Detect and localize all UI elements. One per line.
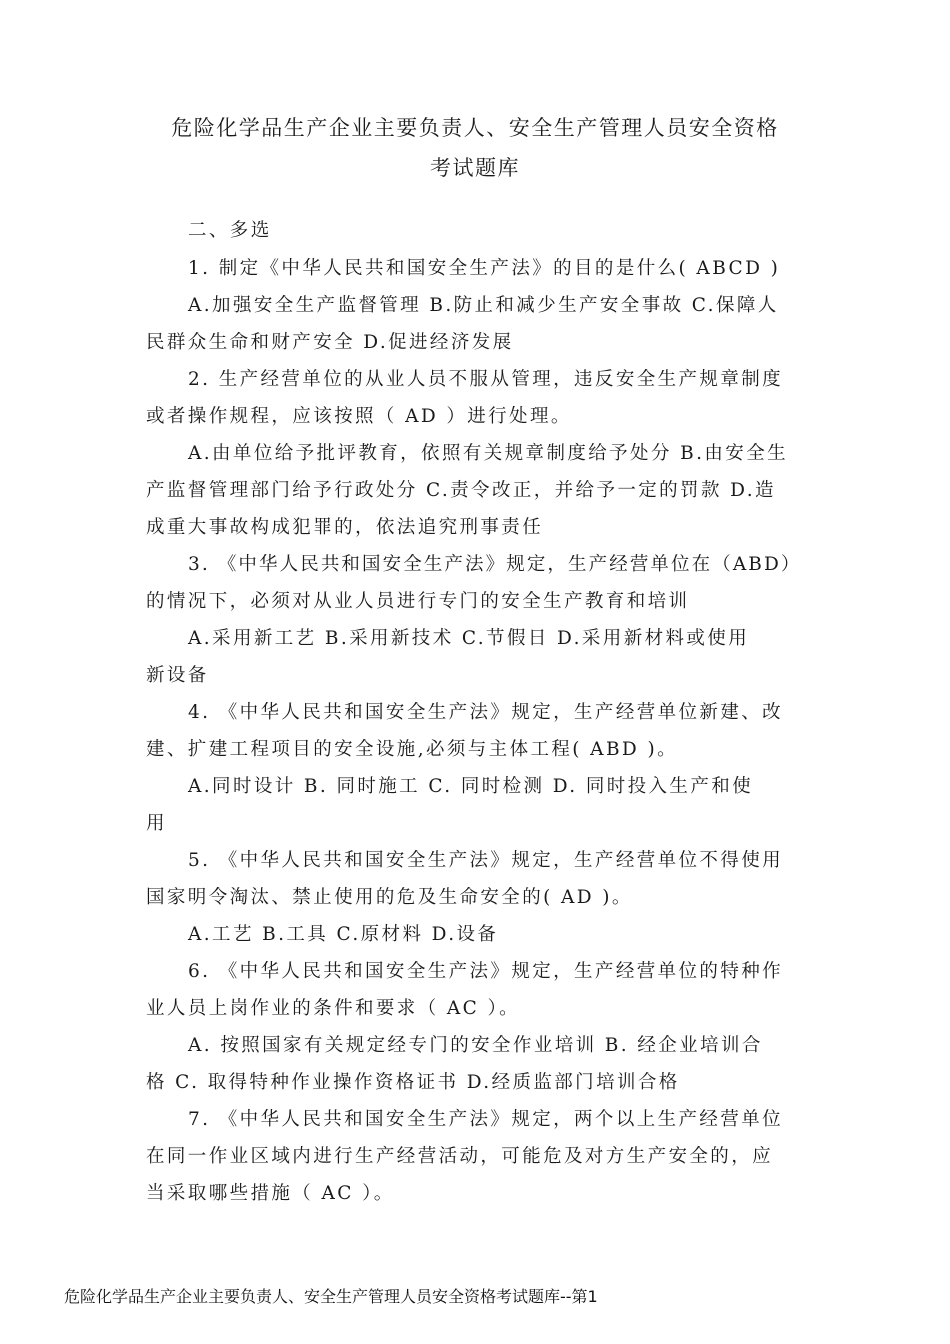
- question-6-options: A. 按照国家有关规定经专门的安全作业培训 B. 经企业培训合: [188, 1035, 763, 1056]
- page-footer: 危险化学品生产企业主要负责人、安全生产管理人员安全资格考试题库--第1: [64, 1287, 598, 1306]
- question-1-options-cont: 民群众生命和财产安全 D.促进经济发展: [146, 332, 514, 353]
- question-5-options: A.工艺 B.工具 C.原材料 D.设备: [188, 924, 499, 945]
- document-title-line-2: 考试题库: [430, 156, 520, 180]
- question-4-cont: 建、扩建工程项目的安全设施,必须与主体工程( ABD )。: [146, 739, 678, 760]
- question-2-options-cont: 产监督管理部门给予行政处分 C.责令改正，并给予一定的罚款 D.造: [146, 480, 776, 501]
- question-3: 3. 《中华人民共和国安全生产法》规定，生产经营单位在（ABD）: [188, 554, 802, 575]
- question-2: 2. 生产经营单位的从业人员不服从管理，违反安全生产规章制度: [188, 369, 784, 390]
- question-7-cont: 在同一作业区域内进行生产经营活动，可能危及对方生产安全的，应: [146, 1146, 774, 1167]
- question-3-options: A.采用新工艺 B.采用新技术 C.节假日 D.采用新材料或使用: [188, 628, 750, 649]
- question-2-options: A.由单位给予批评教育，依照有关规章制度给予处分 B.由安全生: [188, 443, 788, 464]
- section-heading: 二、多选: [188, 220, 272, 241]
- question-4-options: A.同时设计 B. 同时施工 C. 同时检测 D. 同时投入生产和使: [188, 776, 754, 797]
- question-5: 5. 《中华人民共和国安全生产法》规定，生产经营单位不得使用: [188, 850, 784, 871]
- question-3-options-cont: 新设备: [146, 665, 209, 686]
- question-3-cont: 的情况下，必须对从业人员进行专门的安全生产教育和培训: [146, 591, 690, 612]
- question-4-options-cont: 用: [146, 813, 167, 834]
- question-6-options-cont: 格 C. 取得特种作业操作资格证书 D.经质监部门培训合格: [146, 1072, 680, 1093]
- question-2-options-cont-2: 成重大事故构成犯罪的，依法追究刑事责任: [146, 517, 544, 538]
- question-6: 6. 《中华人民共和国安全生产法》规定，生产经营单位的特种作: [188, 961, 784, 982]
- document-title-line-1: 危险化学品生产企业主要负责人、安全生产管理人员安全资格: [171, 116, 779, 140]
- question-7-cont-2: 当采取哪些措施（ AC ）。: [146, 1183, 395, 1204]
- question-7: 7. 《中华人民共和国安全生产法》规定，两个以上生产经营单位: [188, 1109, 784, 1130]
- question-4: 4. 《中华人民共和国安全生产法》规定，生产经营单位新建、改: [188, 702, 784, 723]
- question-1: 1. 制定《中华人民共和国安全生产法》的目的是什么( ABCD ): [188, 258, 781, 279]
- question-5-cont: 国家明令淘汰、禁止使用的危及生命安全的( AD )。: [146, 887, 633, 908]
- question-1-options: A.加强安全生产监督管理 B.防止和减少生产安全事故 C.保障人: [188, 295, 779, 316]
- question-2-cont: 或者操作规程，应该按照（ AD ）进行处理。: [146, 406, 572, 427]
- question-6-cont: 业人员上岗作业的条件和要求（ AC ）。: [146, 998, 521, 1019]
